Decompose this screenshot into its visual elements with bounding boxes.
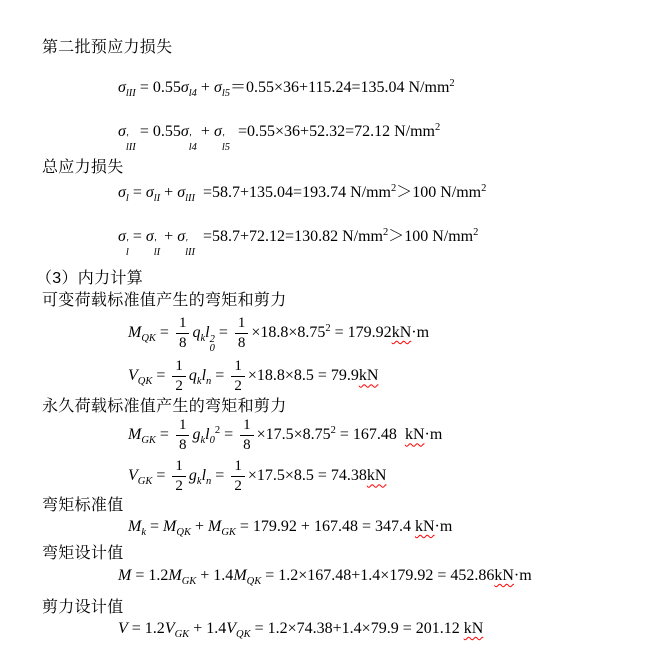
heading-second-batch-prestress-loss: 第二批预应力损失 <box>42 39 173 56</box>
heading-moment-design-value: 弯矩设计值 <box>42 545 124 563</box>
heading-total-stress-loss: 总应力损失 <box>42 159 124 176</box>
formula-sigma-lii-prime: σ ′ lII = 0.55σ ′ l4 + σ ′ l5 =0.55×36+52.32=72.12 $N/mm^2$ <box>118 122 441 153</box>
formula-mqk: $M_{QK}$ = $\frac{1}{8}$ $q_kl$ 2 0 = $\frac{1}{8}$ $\times 18.8\times 8.75^2 = 179.92kN\cdot m$ <box>128 315 430 355</box>
formula-sigma-l-total-prime: σ ′ l = σ ′ lI + σ ′ lII =58.7+72.12=130.82 $N/mm^2>100$ $N/mm^2$ <box>118 227 479 258</box>
heading-shear-design-value: 剪力设计值 <box>42 599 124 617</box>
formula-v-design: $V = 1.2V_{GK} + 1.4V_{QK} = 1.2\times 74.38+1.4\times 79.9 = 201.12$ kN <box>118 620 484 641</box>
formula-vgk: $V_{GK}$ = $\frac{1}{2}$ $g_kl_n$ = $\frac{1}{2}$ ×17.5×8.5 = 74.38kN <box>128 458 387 495</box>
formula-sigma-l-total: $\sigma_l = \sigma_{lI} + \sigma_{lII} =58.7+135.04=193.74$ $N/mm^2>100$ $N/mm^2$ <box>118 183 487 204</box>
heading-internal-force-calculation: （3）内力计算 <box>36 270 143 287</box>
heading-permanent-load-moment-shear: 永久荷载标准值产生的弯矩和剪力 <box>42 398 287 416</box>
formula-sigma-lii: $\sigma_{lII} = 0.55\sigma_{l4} + \sigma_{l5}=0.55\times 36+115.24=135.04$ $N/mm^2$ <box>118 78 455 99</box>
heading-variable-load-moment-shear: 可变荷载标准值产生的弯矩和剪力 <box>42 292 287 309</box>
formula-m-design: $M = 1.2M_{GK} + 1.4M_{QK} = 1.2\times 167.48+1.4\times 179.92 = 452.86kN\cdot m$ <box>118 567 532 588</box>
formula-vqk: $V_{QK}$ = $\frac{1}{2}$ $q_kl_n$ = $\frac{1}{2}$ ×18.8×8.5 = 79.9kN <box>128 358 379 395</box>
formula-mgk: $M_{GK}$ = $\frac{1}{8}$ $g_kl_0^2$ = $\frac{1}{8}$ $\times 17.5\times 8.75^2 = 167.48$ kN·m <box>128 417 443 454</box>
heading-moment-characteristic-value: 弯矩标准值 <box>42 497 124 515</box>
formula-mk: $M_k = M_{QK} + M_{GK} = 179.92 + 167.48 = 347.4$ kN·m <box>128 518 453 539</box>
